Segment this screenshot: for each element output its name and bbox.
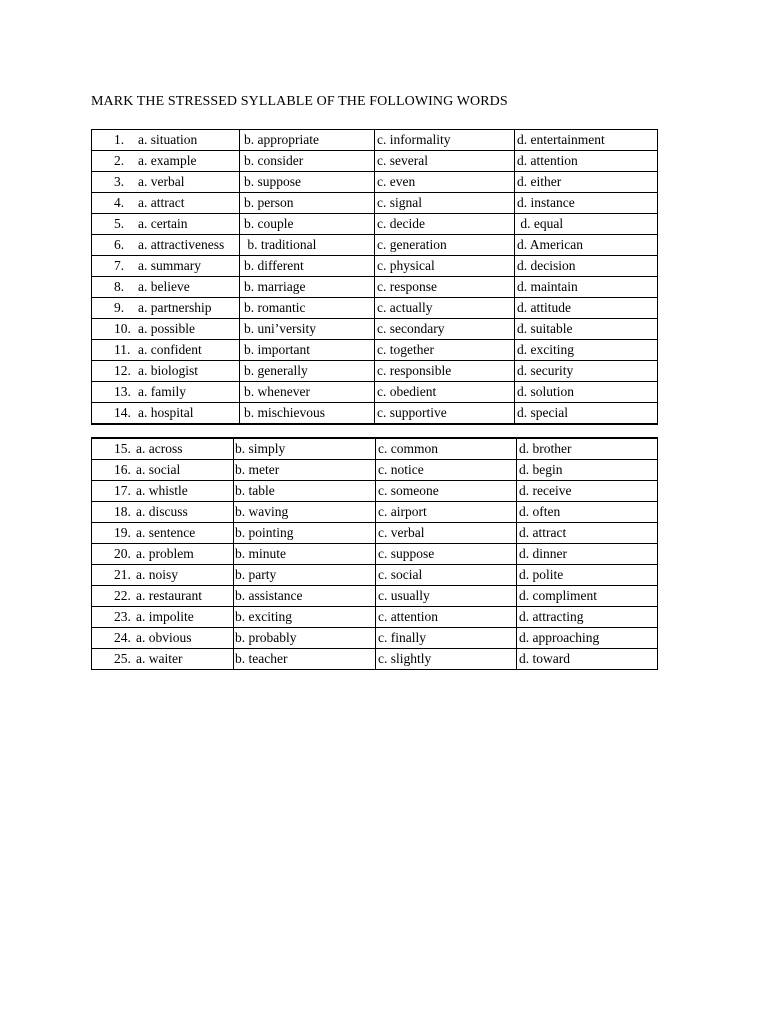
option-d-cell: [517, 649, 658, 670]
option-d-text: d. dinner: [519, 546, 567, 561]
option-c-text: c. social: [378, 567, 423, 582]
option-a-text: a. attract: [138, 195, 185, 210]
option-b-text: b. whenever: [244, 384, 310, 399]
option-b-text: b. marriage: [244, 279, 306, 294]
question-number: 16.: [114, 462, 131, 477]
option-a-cell: [92, 151, 240, 172]
option-a-cell: [92, 340, 240, 361]
option-b-cell: [240, 298, 375, 319]
option-c-cell: [375, 214, 515, 235]
table-row: [92, 361, 658, 382]
option-a-text: a. certain: [138, 216, 188, 231]
question-number: 21.: [114, 567, 131, 582]
question-number: 19.: [114, 525, 131, 540]
option-a-text: a. biologist: [138, 363, 198, 378]
option-c-cell: [376, 565, 517, 586]
table-row: [92, 628, 658, 649]
option-b-cell: [234, 565, 376, 586]
option-d-text: d. equal: [517, 216, 564, 231]
table-row: [92, 151, 658, 172]
option-d-cell: [517, 628, 658, 649]
option-b-cell: [240, 319, 375, 340]
option-a-text: a. social: [136, 462, 181, 477]
option-b-cell: [234, 649, 376, 670]
option-c-cell: [376, 481, 517, 502]
option-b-text: b. teacher: [235, 651, 288, 666]
option-a-cell: [92, 403, 240, 425]
option-c-text: c. even: [377, 174, 416, 189]
word-table-1: [91, 129, 658, 425]
option-b-text: b. consider: [244, 153, 304, 168]
question-number: 14.: [114, 405, 131, 420]
option-a-cell: [92, 130, 240, 151]
option-a-text: a. waiter: [136, 651, 183, 666]
option-d-text: d. suitable: [517, 321, 573, 336]
table-row: [92, 214, 658, 235]
option-a-text: a. partnership: [138, 300, 212, 315]
question-number: 15.: [114, 441, 131, 456]
option-a-text: a. verbal: [138, 174, 185, 189]
option-c-text: c. signal: [377, 195, 422, 210]
option-c-text: c. several: [377, 153, 428, 168]
option-d-text: d. attitude: [517, 300, 571, 315]
option-d-cell: [515, 214, 658, 235]
option-b-text: b. traditional: [244, 237, 317, 252]
table-row: [92, 523, 658, 544]
option-c-cell: [376, 544, 517, 565]
option-b-text: b. probably: [235, 630, 297, 645]
question-number: 12.: [114, 363, 131, 378]
option-d-text: d. entertainment: [517, 132, 605, 147]
question-number: 2.: [114, 153, 125, 168]
option-d-text: d. attention: [517, 153, 578, 168]
option-c-cell: [376, 586, 517, 607]
option-a-text: a. noisy: [136, 567, 178, 582]
option-c-text: c. together: [377, 342, 434, 357]
word-table-1-body: [92, 130, 658, 425]
option-a-cell: [92, 460, 234, 481]
table-row: [92, 544, 658, 565]
option-d-text: d. instance: [517, 195, 575, 210]
option-d-text: d. security: [517, 363, 574, 378]
option-d-cell: [515, 403, 658, 425]
table-row: [92, 565, 658, 586]
option-c-text: c. actually: [377, 300, 433, 315]
option-c-text: c. usually: [378, 588, 430, 603]
option-d-cell: [515, 172, 658, 193]
option-b-cell: [234, 586, 376, 607]
option-c-cell: [375, 193, 515, 214]
option-a-text: a. situation: [138, 132, 198, 147]
option-b-text: b. mischievous: [244, 405, 325, 420]
option-a-text: a. impolite: [136, 609, 194, 624]
option-b-text: b. meter: [235, 462, 280, 477]
option-a-cell: [92, 298, 240, 319]
option-d-cell: [515, 382, 658, 403]
table-row: [92, 130, 658, 151]
option-b-text: b. person: [244, 195, 294, 210]
option-a-cell: [92, 628, 234, 649]
option-b-cell: [240, 277, 375, 298]
option-a-text: a. family: [138, 384, 186, 399]
option-a-cell: [92, 277, 240, 298]
option-c-cell: [376, 502, 517, 523]
option-d-cell: [515, 193, 658, 214]
option-d-text: d. toward: [519, 651, 570, 666]
option-d-cell: [515, 298, 658, 319]
option-a-cell: [92, 256, 240, 277]
question-number: 8.: [114, 279, 125, 294]
option-b-cell: [240, 172, 375, 193]
option-a-text: a. possible: [138, 321, 195, 336]
option-c-cell: [375, 256, 515, 277]
option-c-text: c. supportive: [377, 405, 447, 420]
option-c-cell: [375, 277, 515, 298]
option-c-cell: [376, 523, 517, 544]
option-c-cell: [375, 298, 515, 319]
question-number: 3.: [114, 174, 125, 189]
table-row: [92, 438, 658, 460]
option-b-cell: [234, 438, 376, 460]
question-number: 22.: [114, 588, 131, 603]
option-c-cell: [375, 403, 515, 425]
option-b-cell: [234, 607, 376, 628]
option-b-text: b. couple: [244, 216, 294, 231]
option-a-cell: [92, 502, 234, 523]
option-c-cell: [375, 151, 515, 172]
option-b-cell: [234, 502, 376, 523]
option-d-text: d. solution: [517, 384, 575, 399]
option-c-text: c. airport: [378, 504, 427, 519]
option-b-cell: [234, 481, 376, 502]
option-b-cell: [234, 544, 376, 565]
table-row: [92, 193, 658, 214]
option-b-text: b. party: [235, 567, 277, 582]
option-d-text: d. approaching: [519, 630, 600, 645]
option-a-text: a. summary: [138, 258, 201, 273]
option-b-cell: [234, 460, 376, 481]
option-c-text: c. generation: [377, 237, 447, 252]
table-row: [92, 481, 658, 502]
option-c-text: c. responsible: [377, 363, 452, 378]
option-d-cell: [517, 607, 658, 628]
option-c-text: c. common: [378, 441, 438, 456]
option-b-text: b. important: [244, 342, 310, 357]
question-number: 7.: [114, 258, 125, 273]
option-c-text: c. verbal: [378, 525, 425, 540]
option-b-text: b. appropriate: [244, 132, 319, 147]
table-row: [92, 298, 658, 319]
option-b-text: b. exciting: [235, 609, 292, 624]
option-a-cell: [92, 607, 234, 628]
option-a-cell: [92, 361, 240, 382]
question-number: 4.: [114, 195, 125, 210]
option-c-cell: [375, 130, 515, 151]
table-row: [92, 649, 658, 670]
option-d-text: d. polite: [519, 567, 564, 582]
option-d-cell: [517, 438, 658, 460]
option-d-text: d. begin: [519, 462, 563, 477]
option-b-cell: [240, 403, 375, 425]
option-d-cell: [515, 340, 658, 361]
option-d-text: d. attract: [519, 525, 567, 540]
option-d-text: d. special: [517, 405, 568, 420]
option-b-cell: [240, 130, 375, 151]
option-a-text: a. confident: [138, 342, 202, 357]
table-row: [92, 235, 658, 256]
option-b-text: b. assistance: [235, 588, 303, 603]
option-c-text: c. informality: [377, 132, 451, 147]
table-row: [92, 172, 658, 193]
option-c-cell: [376, 438, 517, 460]
option-a-cell: [92, 193, 240, 214]
option-a-text: a. sentence: [136, 525, 196, 540]
option-c-text: c. finally: [378, 630, 426, 645]
option-a-text: a. across: [136, 441, 183, 456]
question-number: 23.: [114, 609, 131, 624]
option-a-cell: [92, 172, 240, 193]
option-a-cell: [92, 438, 234, 460]
option-a-cell: [92, 523, 234, 544]
option-b-text: b. uni’versity: [244, 321, 316, 336]
option-c-cell: [375, 382, 515, 403]
option-b-cell: [240, 193, 375, 214]
option-d-cell: [515, 151, 658, 172]
option-d-cell: [515, 277, 658, 298]
option-a-cell: [92, 235, 240, 256]
table-row: [92, 256, 658, 277]
option-b-cell: [240, 340, 375, 361]
option-c-text: c. notice: [378, 462, 424, 477]
question-number: 24.: [114, 630, 131, 645]
option-b-text: b. table: [235, 483, 275, 498]
word-table-2: [91, 437, 658, 670]
option-a-cell: [92, 565, 234, 586]
option-a-text: a. hospital: [138, 405, 194, 420]
option-c-text: c. slightly: [378, 651, 432, 666]
option-b-cell: [234, 523, 376, 544]
option-d-cell: [517, 481, 658, 502]
option-d-text: d. attracting: [519, 609, 584, 624]
option-d-cell: [517, 544, 658, 565]
question-number: 17.: [114, 483, 131, 498]
option-b-cell: [240, 235, 375, 256]
question-number: 20.: [114, 546, 131, 561]
question-number: 1.: [114, 132, 125, 147]
option-d-cell: [515, 256, 658, 277]
option-d-cell: [515, 319, 658, 340]
option-c-text: c. obedient: [377, 384, 437, 399]
option-b-cell: [240, 214, 375, 235]
option-a-text: a. discuss: [136, 504, 188, 519]
option-b-text: b. pointing: [235, 525, 294, 540]
option-c-cell: [376, 628, 517, 649]
table-row: [92, 382, 658, 403]
option-c-cell: [375, 340, 515, 361]
option-a-cell: [92, 586, 234, 607]
option-d-cell: [515, 235, 658, 256]
option-d-cell: [515, 130, 658, 151]
option-d-text: d. brother: [519, 441, 572, 456]
option-a-text: a. restaurant: [136, 588, 202, 603]
option-d-cell: [517, 460, 658, 481]
option-b-text: b. romantic: [244, 300, 306, 315]
option-b-cell: [234, 628, 376, 649]
option-a-text: a. believe: [138, 279, 190, 294]
question-number: 11.: [114, 342, 131, 357]
question-number: 18.: [114, 504, 131, 519]
option-b-cell: [240, 256, 375, 277]
option-b-text: b. generally: [244, 363, 308, 378]
table-row: [92, 607, 658, 628]
page-title: MARK THE STRESSED SYLLABLE OF THE FOLLOWING WORDS: [91, 94, 508, 109]
option-a-cell: [92, 319, 240, 340]
option-d-text: d. American: [517, 237, 583, 252]
option-b-cell: [240, 361, 375, 382]
option-c-cell: [376, 460, 517, 481]
option-c-text: c. decide: [377, 216, 425, 231]
option-c-cell: [376, 607, 517, 628]
option-d-text: d. receive: [519, 483, 572, 498]
option-c-cell: [375, 319, 515, 340]
question-number: 9.: [114, 300, 125, 315]
table-row: [92, 319, 658, 340]
option-a-cell: [92, 214, 240, 235]
option-b-text: b. waving: [235, 504, 289, 519]
option-d-cell: [517, 523, 658, 544]
option-d-text: d. often: [519, 504, 561, 519]
option-d-cell: [515, 361, 658, 382]
question-number: 5.: [114, 216, 125, 231]
option-c-text: c. suppose: [378, 546, 435, 561]
option-d-text: d. exciting: [517, 342, 574, 357]
option-a-text: a. problem: [136, 546, 194, 561]
option-b-cell: [240, 151, 375, 172]
option-c-text: c. secondary: [377, 321, 445, 336]
table-row: [92, 340, 658, 361]
option-b-text: b. simply: [235, 441, 286, 456]
table-row: [92, 586, 658, 607]
option-c-text: c. physical: [377, 258, 435, 273]
option-d-text: d. decision: [517, 258, 576, 273]
option-d-text: d. compliment: [519, 588, 597, 603]
option-a-cell: [92, 544, 234, 565]
table-row: [92, 502, 658, 523]
question-number: 13.: [114, 384, 131, 399]
question-number: 6.: [114, 237, 125, 252]
table-row: [92, 403, 658, 425]
option-c-cell: [375, 361, 515, 382]
option-b-text: b. different: [244, 258, 304, 273]
option-c-text: c. response: [377, 279, 437, 294]
table-row: [92, 460, 658, 481]
option-d-cell: [517, 502, 658, 523]
option-d-text: d. maintain: [517, 279, 578, 294]
option-a-text: a. attractiveness: [138, 237, 225, 252]
option-d-cell: [517, 586, 658, 607]
option-c-text: c. attention: [378, 609, 438, 624]
option-a-text: a. obvious: [136, 630, 192, 645]
word-table-2-body: [92, 438, 658, 670]
option-c-cell: [375, 235, 515, 256]
option-d-text: d. either: [517, 174, 562, 189]
question-number: 25.: [114, 651, 131, 666]
option-b-cell: [240, 382, 375, 403]
option-d-cell: [517, 565, 658, 586]
question-number: 10.: [114, 321, 131, 336]
option-c-cell: [375, 172, 515, 193]
option-a-cell: [92, 382, 240, 403]
option-c-cell: [376, 649, 517, 670]
option-a-text: a. example: [138, 153, 197, 168]
option-b-text: b. suppose: [244, 174, 301, 189]
option-c-text: c. someone: [378, 483, 439, 498]
table-row: [92, 277, 658, 298]
option-a-cell: [92, 649, 234, 670]
option-a-cell: [92, 481, 234, 502]
option-a-text: a. whistle: [136, 483, 188, 498]
option-b-text: b. minute: [235, 546, 286, 561]
